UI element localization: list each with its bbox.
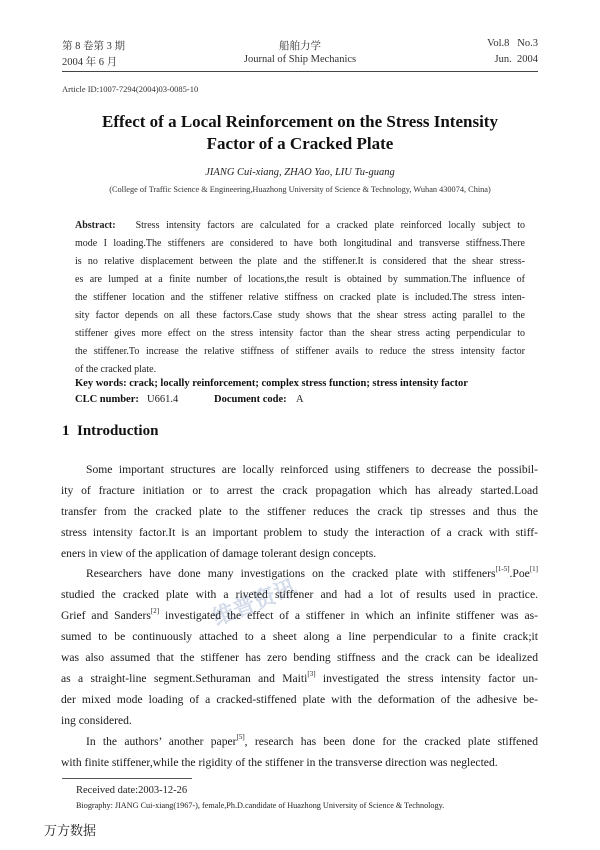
para2-line-3: Grief and Sanders[2] investigated the effect of a stiffener in which an infinite stiffener was as- <box>61 607 538 622</box>
watermark: 维普资讯 <box>208 574 300 631</box>
section-heading: 1 Introduction <box>62 423 159 439</box>
document-code-value: A <box>296 394 304 405</box>
para1-line-4: stress intensity factor.It is an important problem to study the interaction of a crack with stiff- <box>61 526 538 539</box>
abstract-line-8: the stiffener.To increase the relative stiffness of stiffener avails to reduce the stress intensity factor <box>75 346 525 357</box>
para1-line-5: eners in view of the application of damage tolerant design concepts. <box>61 547 377 560</box>
citation[interactable]: [1-5] <box>495 565 510 573</box>
biography: Biography: JIANG Cui-xiang(1967-), female,Ph.D.candidate of Huazhong University of Science & Technology. <box>76 801 445 810</box>
journal-title-en: Journal of Ship Mechanics <box>243 54 357 65</box>
abstract-line-5: the stiffener location and the stiffener relative stiffness on cracked plate is included.The stress inten- <box>75 292 525 303</box>
citation[interactable]: [5] <box>236 733 245 741</box>
para2-line-4: sumed to be continuously attached to a sheet along a line perpendicular to a finite crack;it <box>61 630 538 643</box>
paper-title-line-1: Effect of a Local Reinforcement on the Stress Intensity <box>102 112 498 131</box>
header-date-cn: 2004 年 6 月 <box>62 57 118 68</box>
para3-line-2: with finite stiffener,while the rigidity of the stiffener in the transverse direction was neglected. <box>61 756 498 769</box>
journal-title-cn: 船舶力学 <box>279 41 321 52</box>
abstract-line-4: es are lumped at a finite number of locations,the result is obtained by summation.The influence of <box>75 274 525 285</box>
document-code-label: Document code: <box>214 394 287 405</box>
abstract-line-1: Abstract: Stress intensity factors are calculated for a cracked plate reinforced locally subject to <box>75 220 525 231</box>
article-id: Article ID:1007-7294(2004)03-0085-10 <box>62 84 199 94</box>
header-rule <box>62 71 538 72</box>
abstract-line-6: sity factor depends on all these factors.Case study shows that the shear stress acting parallel to the <box>75 310 525 321</box>
para1-line-2: ity of fracture initiation or to arrest the crack propagation which has already started.Load <box>61 484 538 497</box>
affiliation: (College of Traffic Science & Engineering,Huazhong University of Science & Technology, Wuhan 430074, China) <box>109 185 491 194</box>
citation[interactable]: [3] <box>307 670 316 678</box>
abstract-line-2: mode I loading.The stiffeners are considered to have both longitudinal and transverse stiffness.There <box>75 238 525 249</box>
para2-line-8: ing considered. <box>61 714 132 727</box>
footer-logo: 万方数据 <box>44 824 97 839</box>
para2-line-5: was also assumed that the stiffener has zero bending stiffness and the crack can be idealized <box>61 651 538 664</box>
para2-line-2: studied the cracked plate with a riveted stiffener and had a lot of results used in practice. <box>61 588 538 601</box>
clc-value: U661.4 <box>147 394 179 405</box>
citation[interactable]: [2] <box>150 607 160 615</box>
para1-line-3: transfer from the cracked plate to the stiffener reduces the crack tip stresses and thus the <box>61 505 538 518</box>
abstract-label: Abstract: <box>75 220 116 231</box>
para2-line-6: as a straight-line segment.Sethuraman and Maiti[3] investigated the stress intensity factor un- <box>61 670 538 685</box>
para3-line-1: In the authors’ another paper[5], research has been done for the cracked plate stiffened <box>86 733 538 748</box>
header-volume-cn: 第 8 卷第 3 期 <box>62 41 125 52</box>
para1-line-1: Some important structures are locally reinforced using stiffeners to decrease the possibil- <box>86 463 538 476</box>
abstract-line-3: is no relative displacement between the plate and the stiffener.It is considered that the shear stress- <box>75 256 525 267</box>
abstract-line-9: of the cracked plate. <box>75 364 157 375</box>
footnote-rule <box>62 778 192 779</box>
para2-line-1: Researchers have done many investigations on the cracked plate with stiffeners[1-5].Poe[1] <box>86 565 538 580</box>
header-volume-en: Vol.8 No.3 <box>487 38 538 49</box>
abstract-line-7: stiffener gives more effect on the stress intensity factor than the shear stress acting perpendicular to <box>75 328 525 339</box>
paper-title-line-2: Factor of a Cracked Plate <box>206 134 394 153</box>
authors: JIANG Cui-xiang, ZHAO Yao, LIU Tu-guang <box>205 167 395 178</box>
keywords: Key words: crack; locally reinforcement; complex stress function; stress intensity factor <box>75 378 468 389</box>
citation[interactable]: [1] <box>529 565 538 573</box>
para2-line-7: der mixed mode loading of a cracked-stiffened plate with the deformation of the adhesive be- <box>61 693 538 706</box>
received-date: Received date:2003-12-26 <box>76 785 188 796</box>
header-date-en: Jun. 2004 <box>494 54 538 65</box>
clc-label: CLC number: <box>75 394 139 405</box>
